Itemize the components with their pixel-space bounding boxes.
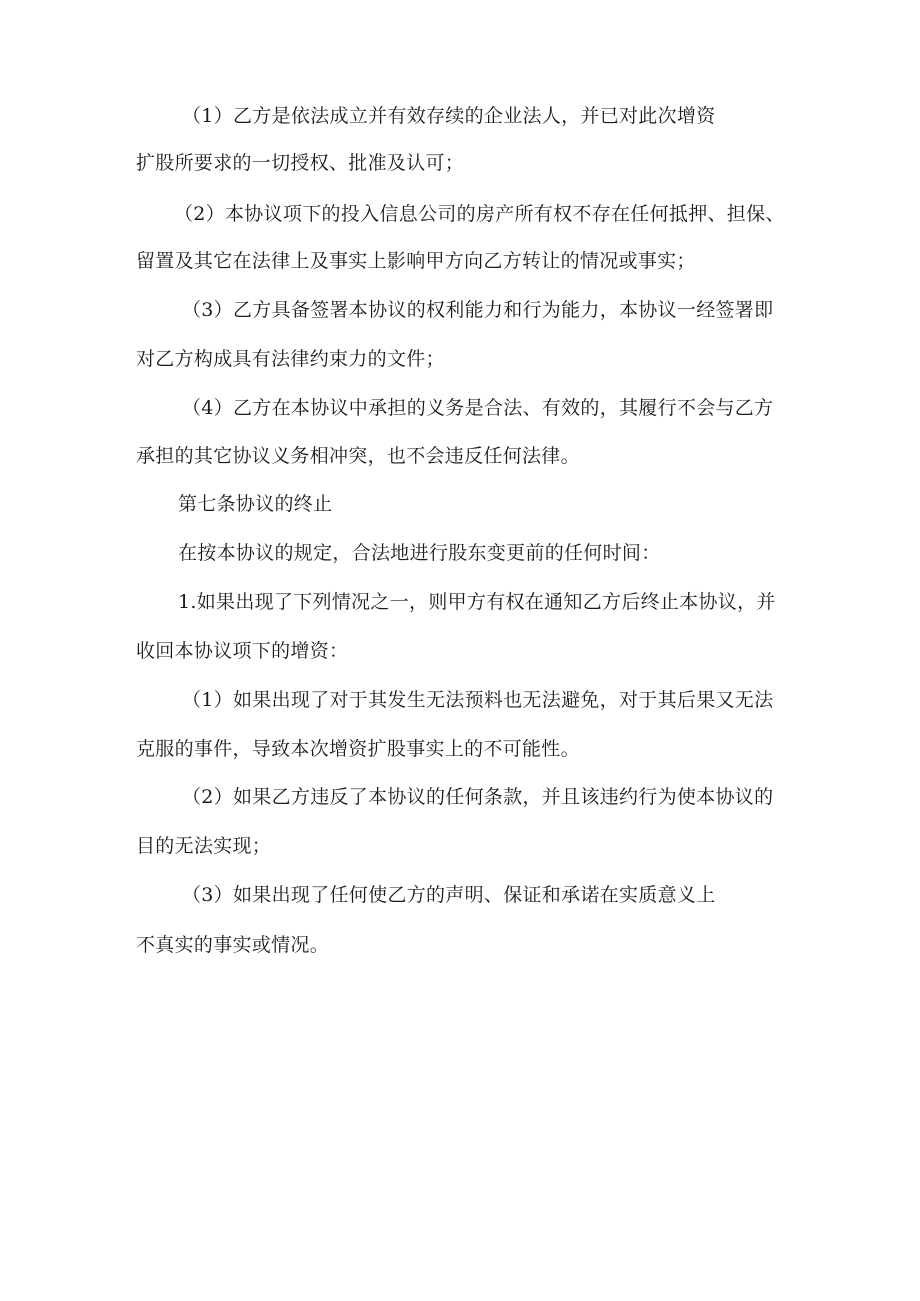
paragraph-line: （3）乙方具备签署本协议的权利能力和行为能力，本协议一经签署即 bbox=[182, 299, 774, 321]
paragraph-line: 留置及其它在法律上及事实上影响甲方向乙方转让的情况或事实； bbox=[136, 250, 696, 272]
paragraph-line: 克服的事件，导致本次增资扩股事实上的不可能性。 bbox=[136, 738, 580, 760]
paragraph-line: （2）本协议项下的投入信息公司的房产所有权不存在任何抵押、担保、 bbox=[174, 203, 785, 225]
paragraph-line: （2）如果乙方违反了本协议的任何条款，并且该违约行为使本协议的 bbox=[182, 786, 774, 808]
paragraph-line: 扩股所要求的一切授权、批准及认可； bbox=[136, 152, 465, 174]
paragraph-line: 在按本协议的规定，合法地进行股东变更前的任何时间： bbox=[178, 542, 661, 564]
paragraph-line: 不真实的事实或情况。 bbox=[136, 934, 330, 956]
paragraph-line: （3）如果出现了任何使乙方的声明、保证和承诺在实质意义上 bbox=[182, 884, 716, 906]
paragraph-line: （4）乙方在本协议中承担的义务是合法、有效的，其履行不会与乙方 bbox=[182, 397, 774, 419]
paragraph-line: 目的无法实现； bbox=[136, 835, 272, 857]
paragraph-line: （1）如果出现了对于其发生无法预料也无法避免，对于其后果又无法 bbox=[182, 689, 774, 711]
paragraph-line: （1）乙方是依法成立并有效存续的企业法人，并已对此次增资 bbox=[182, 105, 716, 127]
paragraph-line: 1.如果出现了下列情况之一，则甲方有权在通知乙方后终止本协议，并 bbox=[178, 591, 776, 613]
section-heading: 第七条协议的终止 bbox=[178, 493, 333, 515]
paragraph-line: 承担的其它协议义务相冲突，也不会违反任何法律。 bbox=[136, 445, 580, 467]
paragraph-line: 收回本协议项下的增资： bbox=[136, 640, 349, 662]
paragraph-line: 对乙方构成具有法律约束力的文件； bbox=[136, 348, 445, 370]
